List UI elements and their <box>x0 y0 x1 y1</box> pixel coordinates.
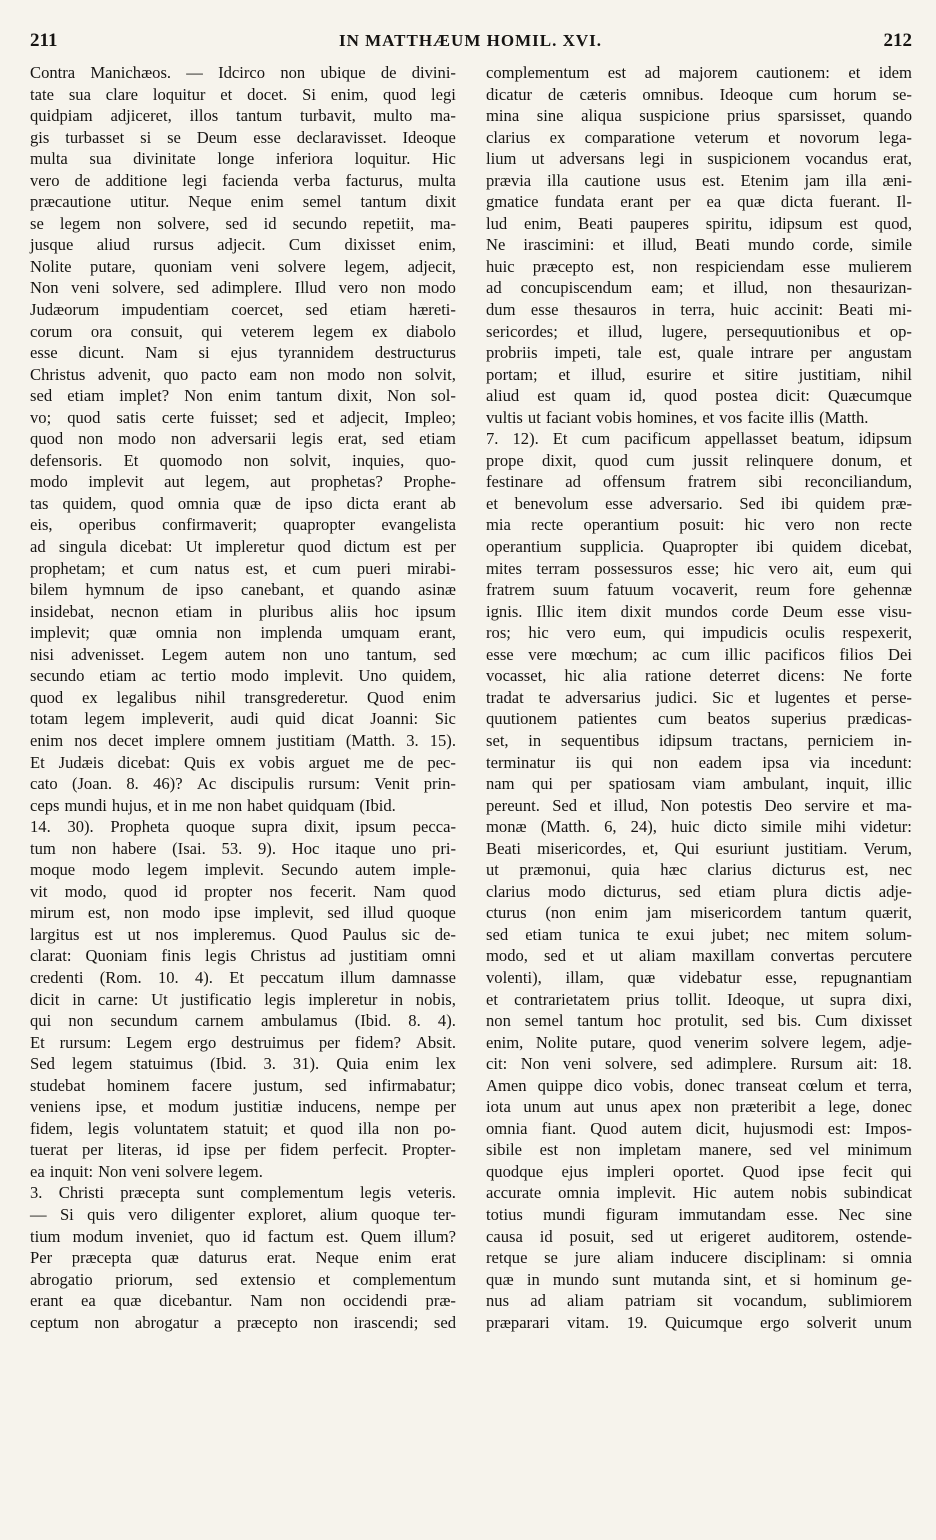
text-line: Per præcepta quæ daturus erat. Neque enim erat <box>30 1248 456 1268</box>
text-line: lium ut adversans legi in suspicionem vocandus erat, <box>486 149 912 169</box>
right-column <box>486 62 912 1333</box>
text-line: prophetam; et cum natus est, et cum pueri mirabi- <box>30 558 456 578</box>
text-line: jusque aliud rursus adjecit. Cum dixisset enim, <box>30 235 456 255</box>
text-line: Nolite putare, quoniam veni solvere legem, adjecit, <box>30 256 456 276</box>
text-line: sibile est non impletam manere, sed vel minimum <box>486 1140 912 1160</box>
text-line: dicatur de cæteris omnibus. Ideoque cum horum se- <box>486 84 912 104</box>
text-line: monæ (Matth. 6, 24), huic dicto simile mihi videtur: <box>486 817 912 837</box>
text-line: gis turbasset si se Deum esse declaravisset. Ideoque <box>30 127 456 147</box>
text-line: 7. 12). Et cum pacificum appellasset beatum, idipsum <box>486 429 912 449</box>
left-column <box>30 62 456 1333</box>
text-line: mina sine aliqua suspicione prius sparsisset, quando <box>486 106 912 126</box>
text-line: dicit in carne: Ut justificatio legis impleretur in nobis, <box>30 989 456 1009</box>
text-line: vero de additione legi facienda verba facturus, multa <box>30 170 456 190</box>
text-line: festinare ad offensum fratrem sibi reconciliandum, <box>486 472 912 492</box>
text-line: ad singula dicebat: Ut impleretur quod dictum est per <box>30 537 456 557</box>
text-line: se legem non solvere, sed id secundo repetiit, ma- <box>30 213 456 233</box>
text-line: clarius ex comparatione veterum et novorum lega- <box>486 127 912 147</box>
text-line: esse dicunt. Nam si ejus tyrannidem destructurus <box>30 343 456 363</box>
text-line: tas quidem, quod omnia quæ de ipso dicta erant ab <box>30 493 456 513</box>
text-line: probriis impeti, tale est, quale intrare per angustam <box>486 343 912 363</box>
running-header <box>30 30 912 52</box>
text-line: largitus est ut nos impleremus. Quod Paulus sic de- <box>30 924 456 944</box>
text-line: huic præcepto est, non respiciendam esse mulierem <box>486 256 912 276</box>
text-line: sericordes; et illud, lugere, persequutionibus et op- <box>486 321 912 341</box>
text-line: ros; hic vero eum, qui impudicis oculis respexerit, <box>486 623 912 643</box>
text-line: ea inquit: Non veni solvere legem. <box>30 1161 263 1181</box>
text-line: clarat: Quoniam finis legis Christus ad justitiam omni <box>30 946 456 966</box>
text-line: sed etiam tunica te exui jubet; nec mitem solum- <box>486 924 912 944</box>
page-number-left: 211 <box>30 30 58 51</box>
text-line: fratrem suum fatuum vocaverit, reum fore gehennæ <box>486 580 912 600</box>
text-line: nisi advenisset. Legem autem non uno tantum, sed <box>30 644 456 664</box>
text-line: nus ad aliam patriam sit vocandum, sublimiorem <box>486 1291 912 1311</box>
text-line: præparari vitam. 19. Quicumque ergo solverit unum <box>486 1312 912 1332</box>
text-line: bilem hymnum de ipso canebant, et quando asinæ <box>30 580 456 600</box>
text-line: veniens ipse, et modum justitiæ inducens, nempe per <box>30 1097 456 1117</box>
text-line: Beati misericordes, et, Qui esuriunt justitiam. Verum, <box>486 838 912 858</box>
text-line: set, in sequentibus idipsum tractans, perniciem in- <box>486 730 912 750</box>
text-line: qui non secundum carnem ambulamus (Ibid. 8. 4). <box>30 1011 456 1031</box>
text-line: aliud est quam id, quod postea dicit: Quæcumque <box>486 386 912 406</box>
text-line: quæ in mundo sunt mutanda sint, et si hominum ge- <box>486 1269 912 1289</box>
text-line: Sed legem statuimus (Ibid. 3. 31). Quia enim lex <box>30 1054 456 1074</box>
text-line: iota unum aut unus apex non præteribit a lege, donec <box>486 1097 912 1117</box>
text-line: portam; et illud, esurire et sitire justitiam, nihil <box>486 364 912 384</box>
text-line: mia recte operantium posuit: hic vero non recte <box>486 515 912 535</box>
text-line: Non veni solvere, sed adimplere. Illud vero non modo <box>30 278 456 298</box>
text-line: enim nos decet implere omnem justitiam (Matth. 3. 15). <box>30 730 456 750</box>
text-line: studebat hominem facere justum, sed infirmabatur; <box>30 1075 456 1095</box>
text-line: quutionem patientes cum beatos superius prædicas- <box>486 709 912 729</box>
text-line: accurate omnia implevit. Hic autem nobis subindicat <box>486 1183 912 1203</box>
text-line: ceps mundi hujus, et in me non habet quidquam (Ibid. <box>30 795 396 815</box>
text-line: non semel tantum hoc protulit, sed bis. Cum dixisset <box>486 1011 912 1031</box>
text-line: Ne irascimini: et illud, Beati mundo corde, simile <box>486 235 912 255</box>
text-line: Christus advenit, quo pacto eam non modo non solvit, <box>30 364 456 384</box>
text-line: Judæorum impudentiam coercet, sed etiam hæreti- <box>30 300 456 320</box>
text-line: 14. 30). Propheta quoque supra dixit, ipsum pecca- <box>30 817 456 837</box>
text-line: prævia illa cautione usus est. Etenim jam illa æni- <box>486 170 912 190</box>
text-line: corum ora consuit, qui veterem legem ex diabolo <box>30 321 456 341</box>
text-line: quod ex legalibus nihil transgrederetur. Quod enim <box>30 687 456 707</box>
text-line: modo implevit aut legem, aut prophetas? Prophe- <box>30 472 456 492</box>
text-line: — Si quis vero diligenter exploret, alium quoque ter- <box>30 1204 456 1224</box>
text-line: volenti), illam, quæ videbatur esse, repugnantiam <box>486 967 912 987</box>
text-line: sed etiam implet? Non enim tantum dixit, Non sol- <box>30 386 456 406</box>
text-line: causa id posuit, sed ut erigeret auditorem, ostende- <box>486 1226 912 1246</box>
text-line: tium modum inveniet, quo id factum est. Quem illum? <box>30 1226 456 1246</box>
text-line: clarius modo dicturus, sed etiam plura dictis adje- <box>486 881 912 901</box>
text-line: operantium supplicia. Quapropter ibi quidem dicebat, <box>486 537 912 557</box>
text-line: dum esse thesauros in terra, huic accinit: Beati mi- <box>486 300 912 320</box>
text-line: lud enim, Beati pauperes spiritu, idipsum est quod, <box>486 213 912 233</box>
text-line: abrogatio priorum, sed extensio et complementum <box>30 1269 456 1289</box>
text-line: et benevolum esse adversario. Sed ibi quidem præ- <box>486 493 912 513</box>
text-line: vocasset, hic alia ratione deterret dicens: Ne forte <box>486 666 912 686</box>
text-line: esse vere mœchum; ac cum illic pacificos filios Dei <box>486 644 912 664</box>
text-line: tradat te adversarius judici. Sic et lugentes et perse- <box>486 687 912 707</box>
page-number-right: 212 <box>883 30 912 51</box>
text-line: vo; quod satis certe fuisset; sed et adjecit, Impleo; <box>30 407 456 427</box>
text-line: insidebat, necnon etiam in pluribus aliis hoc ipsum <box>30 601 456 621</box>
text-line: tum non habere (Isai. 53. 9). Hoc itaque uno pri- <box>30 838 456 858</box>
text-line: 3. Christi præcepta sunt complementum legis veteris. <box>30 1183 456 1203</box>
text-line: cturus (non enim jam misericordem tantum quærit, <box>486 903 912 923</box>
text-line: ignis. Illic item dixit mundos corde Deum esse visu- <box>486 601 912 621</box>
text-line: Et Judæis dicebat: Quis ex vobis arguet me de pec- <box>30 752 456 772</box>
text-line: nam qui per spatiosam viam ambulant, inquit, illic <box>486 774 912 794</box>
text-line: modo, sed et ut aliam maxillam convertas percutere <box>486 946 912 966</box>
text-line: ut præmonui, quia hæc clarius dicturus est, nec <box>486 860 912 880</box>
text-line: tuerat per literas, id ipse per fidem perfecit. Propter- <box>30 1140 456 1160</box>
text-line: quodque ejus impleri oportet. Quod ipse fecit qui <box>486 1161 912 1181</box>
text-line: credenti (Rom. 10. 4). Et peccatum illum damnasse <box>30 967 456 987</box>
text-line: gmatice fundata erant per ea quæ dicta fuerant. Il- <box>486 192 912 212</box>
text-line: Contra Manichæos. — Idcirco non ubique de divini- <box>30 63 456 82</box>
text-line: cit: Non veni solvere, sed adimplere. Rursum ait: 18. <box>486 1054 912 1074</box>
text-line: fidem, legis voluntatem statuit; et quod illa non po- <box>30 1118 456 1138</box>
text-line: quod non modo non adversarii legis erat, sed etiam <box>30 429 456 449</box>
text-line: mirum est, non modo ipse implevit, sed illud quoque <box>30 903 456 923</box>
text-line: complementum est ad majorem cautionem: et idem <box>486 63 912 82</box>
running-title: IN MATTHÆUM HOMIL. XVI. <box>338 31 602 50</box>
text-line: erant ea quæ dicebantur. Nam non occidendi præ- <box>30 1291 456 1311</box>
text-line: præcautione utitur. Neque enim semel tantum dixit <box>30 192 456 212</box>
text-line: ad concupiscendum eam; et illud, non thesaurizan- <box>486 278 912 298</box>
text-line: omnia fiant. Quod autem dicit, hujusmodi est: Impos- <box>486 1118 912 1138</box>
text-line: mites terram possessuros esse; hic vero ait, eum qui <box>486 558 912 578</box>
text-line: totius mundi figuram immutandam esse. Nec sine <box>486 1204 912 1224</box>
text-line: Et rursum: Legem ergo destruimus per fidem? Absit. <box>30 1032 456 1052</box>
text-line: prope dixit, quod cum jussit relinquere donum, et <box>486 450 912 470</box>
text-line: totam legem impleverit, audi quid dicat Joanni: Sic <box>30 709 456 729</box>
text-line: secundo etiam ac tertio modo implevit. Uno quidem, <box>30 666 456 686</box>
text-line: Amen quippe dico vobis, donec transeat cœlum et terra, <box>486 1075 912 1095</box>
text-line: eis, operibus confirmaverit; quapropter evangelista <box>30 515 456 535</box>
text-line: retque se jure aliam inducere disciplinam: si omnia <box>486 1248 912 1268</box>
text-line: et contrarietatem prius tollit. Ideoque, ut supra dixi, <box>486 989 912 1009</box>
text-line: tate sua clare loquitur et docet. Si enim, quod legi <box>30 84 456 104</box>
text-line: defensoris. Et quomodo non solvit, inquies, quo- <box>30 450 456 470</box>
text-line: quidpiam adjiceret, illos tantum turbavit, multo ma- <box>30 106 456 126</box>
text-line: implevit; quæ omnia non implenda umquam erant, <box>30 623 456 643</box>
text-line: moque modo legem implevit. Secundo autem imple- <box>30 860 456 880</box>
text-line: terminatur iis qui non eadem ipsa via incedunt: <box>486 752 912 772</box>
text-line: ceptum non abrogatur a præcepto non irascendi; sed <box>30 1312 456 1332</box>
text-line: pereunt. Sed et illud, Non potestis Deo servire et ma- <box>486 795 912 815</box>
text-line: multa sua divinitate longe inferiora loquitur. Hic <box>30 149 456 169</box>
text-columns <box>30 62 912 1333</box>
text-line: enim, Nolite putare, quod venerim solvere legem, adje- <box>486 1032 912 1052</box>
text-line: vit modo, quod id propter nos fecerit. Nam quod <box>30 881 456 901</box>
text-line: cato (Joan. 8. 46)? Ac discipulis rursum: Venit prin- <box>30 774 456 794</box>
text-line: vultis ut faciant vobis homines, et vos facite illis (Matth. <box>486 407 869 427</box>
